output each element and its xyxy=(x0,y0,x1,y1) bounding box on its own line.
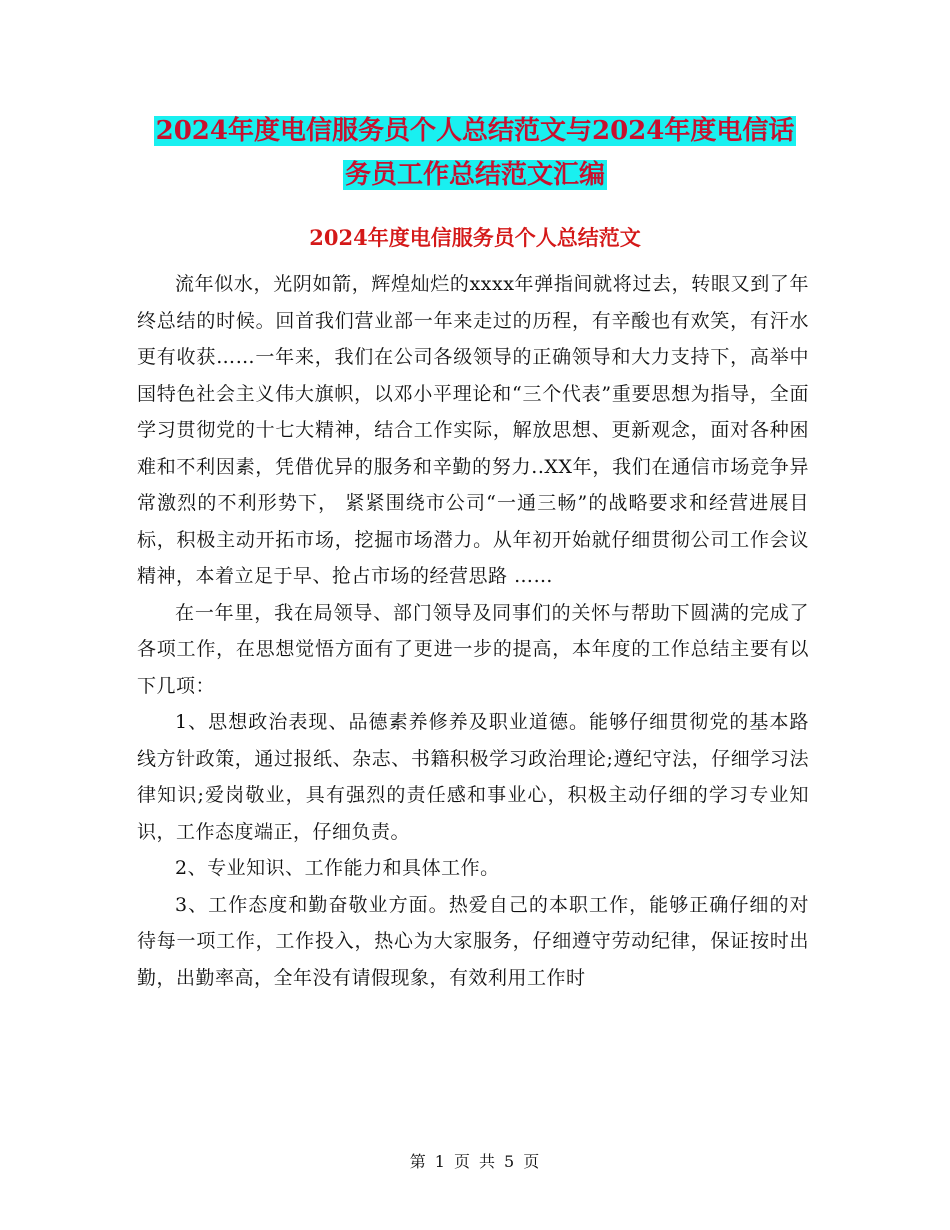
paragraph-3: 1、思想政治表现、品德素养修养及职业道德。能够仔细贯彻党的基本路线方针政策，通过报纸、杂志、书籍积极学习政治理论;遵纪守法，仔细学习法律知识;爱岗敬业，具有强烈的责任感和事业心，积极主动仔细的学习专业知识，工作态度端正，仔细负责。 xyxy=(137,711,809,843)
footer-total-pages: 5 xyxy=(504,1152,516,1171)
document-title-line-1 xyxy=(0,108,950,154)
paragraph-1: 流年似水，光阴如箭，辉煌灿烂的xxxx年弹指间就将过去，转眼又到了年终总结的时候。回首我们营业部一年来走过的历程，有辛酸也有欢笑，有汗水更有收获……一年来，我们在公司各级领导的正确领导和大力支持下，高举中国特色社会主义伟大旗帜，以邓小平理论和“三个代表”重要思想为指导，全面学习贯彻党的十七大精神，结合工作实际，解放思想、更新观念，面对各种困难和不利因素，凭借优异的服务和辛勤的努力..XX年，我们在通信市场竞争异常激烈的不利形势下， 紧紧围绕市公司“一通三畅”的战略要求和经营进展目标，积极主动开拓市场，挖掘市场潜力。从年初开始就仔细贯彻公司工作会议精神，本着立足于早、抢占市场的经营思路 …… xyxy=(137,273,809,587)
paragraph-4: 2、专业知识、工作能力和具体工作。 xyxy=(175,857,500,879)
footer-total-label: 共 xyxy=(479,1152,497,1171)
footer-total-unit: 页 xyxy=(523,1152,541,1171)
document-title-line-1-text: 2024年度电信服务员个人总结范文与2024年度电信话 xyxy=(155,116,795,146)
page-footer xyxy=(0,1150,950,1174)
paragraph-5: 3、工作态度和勤奋敬业方面。热爱自己的本职工作，能够正确仔细的对待每一项工作，工作投入，热心为大家服务，仔细遵守劳动纪律，保证按时出勤，出勤率高，全年没有请假现象，有效利用工作时 xyxy=(137,893,809,989)
section-title: 2024年度电信服务员个人总结范文 xyxy=(309,225,641,250)
document-title-line-2 xyxy=(0,152,950,198)
footer-page-unit: 页 xyxy=(453,1152,471,1171)
footer-page-label: 第 xyxy=(409,1152,427,1171)
document-title-line-2-text: 务员工作总结范文汇编 xyxy=(344,160,605,190)
footer-page-number: 1 xyxy=(434,1152,446,1171)
document-body xyxy=(137,266,809,996)
paragraph-2: 在一年里，我在局领导、部门领导及同事们的关怀与帮助下圆满的完成了各项工作，在思想觉悟方面有了更进一步的提高，本年度的工作总结主要有以下几项： xyxy=(137,601,809,697)
